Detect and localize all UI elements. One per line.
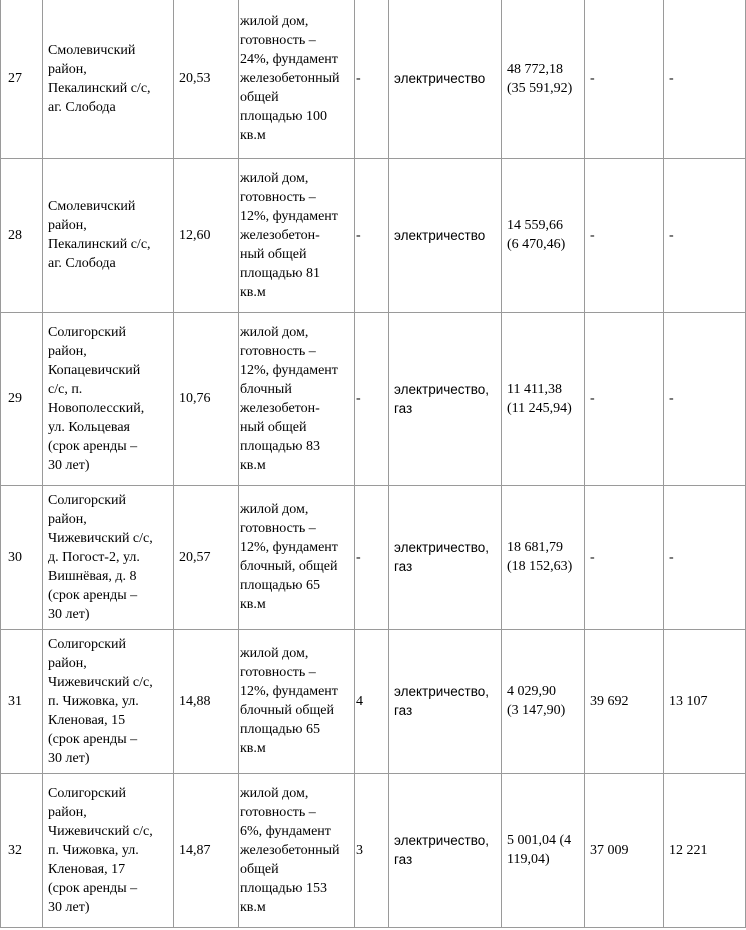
lot-col-8: -: [585, 312, 664, 485]
lot-number: 27: [1, 0, 43, 158]
lot-number: 28: [1, 158, 43, 312]
lot-location: Солигорский район, Копацевичский с/с, п. Новополесский, ул. Кольцевая (срок аренды – 30 лет): [43, 312, 174, 485]
lot-price: 11 411,38 (11 245,94): [502, 312, 585, 485]
lot-value: -: [355, 0, 389, 158]
lot-object-description: жилой дом, готовность – 12%, фундамент железобетон- ный общей площадью 81 кв.м: [239, 158, 355, 312]
lot-area: 12,60: [174, 158, 239, 312]
lot-location: Смолевичский район, Пекалинский с/с, аг. Слобода: [43, 158, 174, 312]
lot-utilities: электричество, газ: [389, 485, 502, 629]
lot-area: 14,88: [174, 629, 239, 773]
lot-col-9: 12 221: [664, 773, 746, 927]
lot-value: 4: [355, 629, 389, 773]
lot-location: Солигорский район, Чижевичский с/с, д. Погост-2, ул. Вишнёвая, д. 8 (срок аренды – 30 лет): [43, 485, 174, 629]
lot-col-8: -: [585, 158, 664, 312]
lot-col-9: -: [664, 158, 746, 312]
lot-object-description: жилой дом, готовность – 6%, фундамент железобетонный общей площадью 153 кв.м: [239, 773, 355, 927]
table-row: [1, 773, 746, 927]
lot-number: 30: [1, 485, 43, 629]
lot-utilities: электричество, газ: [389, 312, 502, 485]
lot-value: -: [355, 485, 389, 629]
lot-price: 48 772,18 (35 591,92): [502, 0, 585, 158]
lot-col-8: 39 692: [585, 629, 664, 773]
lot-object-description: жилой дом, готовность – 12%, фундамент блочный общей площадью 65 кв.м: [239, 629, 355, 773]
lot-value: -: [355, 312, 389, 485]
lot-value: -: [355, 158, 389, 312]
lot-object-description: жилой дом, готовность – 24%, фундамент железобетонный общей площадью 100 кв.м: [239, 0, 355, 158]
lot-col-9: -: [664, 485, 746, 629]
lot-price: 14 559,66 (6 470,46): [502, 158, 585, 312]
lot-price: 4 029,90 (3 147,90): [502, 629, 585, 773]
lot-object-description: жилой дом, готовность – 12%, фундамент блочный железобетон- ный общей площадью 83 кв.м: [239, 312, 355, 485]
table-row: [1, 312, 746, 485]
lot-col-9: 13 107: [664, 629, 746, 773]
lot-number: 32: [1, 773, 43, 927]
lot-location: Солигорский район, Чижевичский с/с, п. Чижовка, ул. Кленовая, 15 (срок аренды – 30 лет): [43, 629, 174, 773]
lot-utilities: электричество, газ: [389, 629, 502, 773]
lot-area: 14,87: [174, 773, 239, 927]
lot-col-9: -: [664, 0, 746, 158]
lot-number: 31: [1, 629, 43, 773]
table-row: [1, 485, 746, 629]
lot-location: Солигорский район, Чижевичский с/с, п. Чижовка, ул. Кленовая, 17 (срок аренды – 30 лет): [43, 773, 174, 927]
lot-area: 10,76: [174, 312, 239, 485]
table-row: [1, 629, 746, 773]
lot-value: 3: [355, 773, 389, 927]
lot-object-description: жилой дом, готовность – 12%, фундамент блочный, общей площадью 65 кв.м: [239, 485, 355, 629]
lot-price: 5 001,04 (4 119,04): [502, 773, 585, 927]
lot-col-8: -: [585, 485, 664, 629]
lot-col-8: 37 009: [585, 773, 664, 927]
lot-col-8: -: [585, 0, 664, 158]
lot-area: 20,53: [174, 0, 239, 158]
lot-utilities: электричество, газ: [389, 773, 502, 927]
lot-utilities: электричество: [389, 0, 502, 158]
lot-area: 20,57: [174, 485, 239, 629]
lot-utilities: электричество: [389, 158, 502, 312]
lot-col-9: -: [664, 312, 746, 485]
table-row: [1, 158, 746, 312]
table-row: [1, 0, 746, 158]
lot-number: 29: [1, 312, 43, 485]
lot-location: Смолевичский район, Пекалинский с/с, аг. Слобода: [43, 0, 174, 158]
lot-price: 18 681,79 (18 152,63): [502, 485, 585, 629]
